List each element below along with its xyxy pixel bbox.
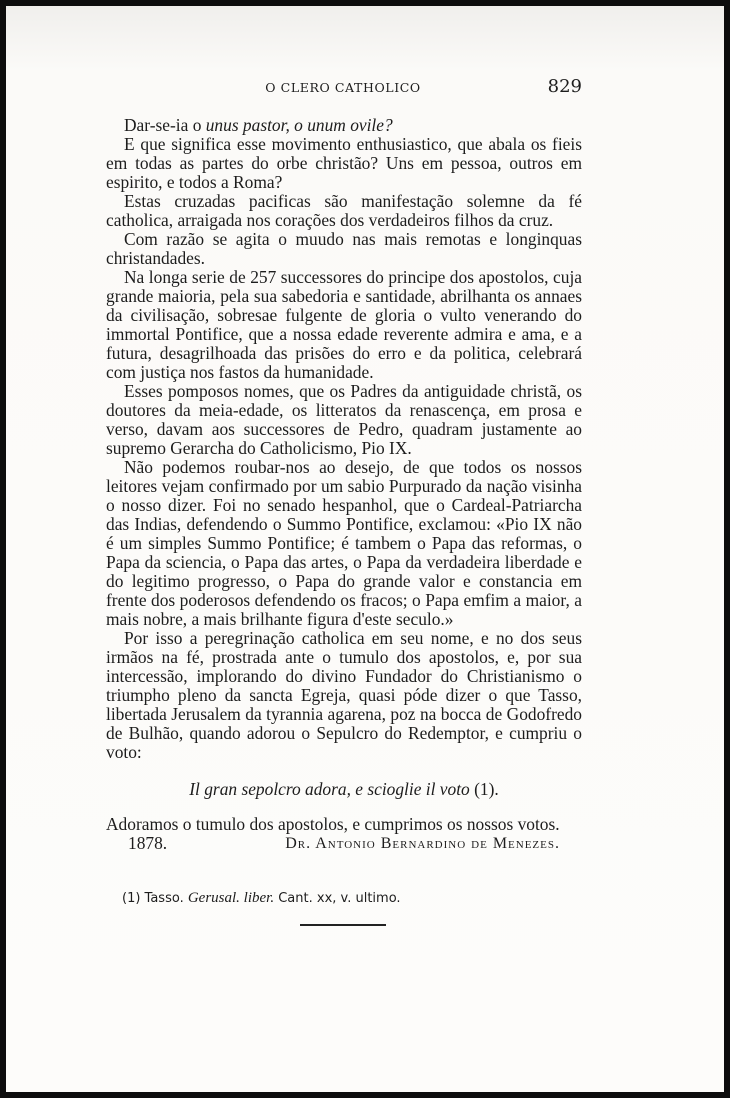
paragraph-text: Dar-se-ia o [124, 115, 206, 135]
paragraph [106, 116, 582, 135]
date: 1878. [128, 833, 168, 853]
footnote-reference: (1). [469, 779, 499, 799]
signature-line [106, 834, 582, 853]
latin-phrase: unus pastor, o unum ovile? [205, 115, 393, 135]
footnote [122, 890, 582, 907]
paragraph: Esses pomposos nomes, que os Padres da antiguidade christã, os doutores da meia-edade, os litteratos da renascença, em prosa e verso, davam aos successores de Pedro, quadram justamente ao supremo Gerarcha do Catholicismo, Pio IX. [106, 381, 582, 458]
paragraph: Estas cruzadas pacificas são manifestação solemne da fé catholica, arraigada nos corações dos verdadeiros filhos da cruz. [106, 191, 582, 230]
article-body [106, 116, 582, 853]
running-title: O CLERO CATHOLICO [265, 80, 421, 95]
footnote-marker: (1) Tasso. [122, 891, 188, 906]
paragraph: Não podemos roubar-nos ao desejo, de que todos os nossos leitores vejam confirmado por um sabio Purpurado da nação visinha o nosso dizer. Foi no senado hespanhol, que o Cardeal-Patriarcha das Indias, defendendo o Summo Pontifice, exclamou: «Pio IX não é um simples Summo Pontifice; é tambem o Papa das reformas, o Papa da sciencia, o Papa das artes, o Papa da verdadeira liberdade e do legitimo progresso, o Papa do grande valor e constancia em frente dos poderosos defendendo os fracos; o Papa emfim a maior, a mais nobre, a mais brilhante figura d'este seculo.» [106, 457, 582, 629]
verse-quote [106, 780, 582, 799]
paragraph: Na longa serie de 257 successores do principe dos apostolos, cuja grande maioria, pela sua sabedoria e santidade, abrilhanta os annaes da civilisação, sobresae fulgente de gloria o vulto venerando do immortal Pontifice, que a nossa edade reverente admira e ama, e a futura, desagrilhoada das prisões do erro e da politica, celebrará com justiça nos fastos da humanidade. [106, 267, 582, 382]
verse-text: Il gran sepolcro adora, e scioglie il voto [189, 779, 470, 799]
footnote-separator [106, 872, 582, 873]
paragraph: Por isso a peregrinação catholica em seu nome, e no dos seus irmãos na fé, prostrada ante o tumulo dos apostolos, e, por sua intercessão, implorando do divino Fundador do Christianismo o triumpho pleno da sancta Egreja, quasi póde dizer o que Tasso, libertada Jerusalem da tyrannia agarena, poz na bocca de Godofredo de Bulhão, quando adorou o Sepulcro do Redemptor, e cumpriu o voto: [106, 628, 582, 762]
end-rule [300, 924, 386, 926]
footnote-work-title: Gerusal. liber. [187, 890, 275, 906]
page-number: 829 [547, 76, 582, 97]
closing-line: Adoramos o tumulo dos apostolos, e cumprimos os nossos votos. [106, 814, 560, 834]
footnote-reference-text: Cant. xx, v. ultimo. [274, 891, 401, 906]
author-name: Dr. Antonio Bernardino de Menezes. [285, 835, 560, 852]
paragraph: Com razão se agita o muudo nas mais remotas e longinquas christandades. [106, 229, 582, 268]
paragraph: E que significa esse movimento enthusiastico, que abala os fieis em todas as partes do orbe christão? Uns em pessoa, outros em espirito, e todos a Roma? [106, 134, 582, 192]
page-header [104, 76, 582, 102]
